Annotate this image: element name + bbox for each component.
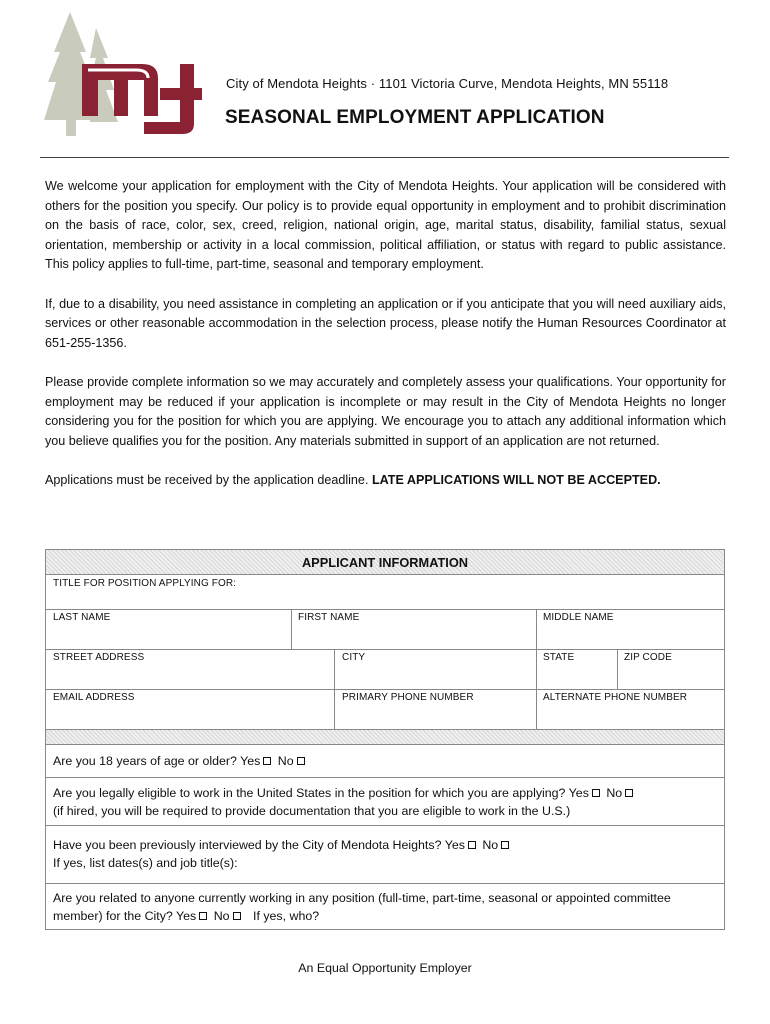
related-no-checkbox[interactable]	[233, 912, 241, 920]
no-label: No	[606, 786, 623, 800]
intro-paragraph-1: We welcome your application for employment with the City of Mendota Heights. Your application will be considered with others for the position you specify. Our policy is to provide equal opportunity in employment and to prohibit discrimination on the basis of race, color, sex, creed, religion, national origin, age, marital status, disability, familial status, sexual orientation, membership or activity in a local commission, political affiliation, or status with regard to public assistance. This policy applies to full-time, part-time, seasonal and temporary employment.	[45, 179, 726, 272]
divider	[291, 609, 292, 649]
alternate-phone-field[interactable]: ALTERNATE PHONE NUMBER	[543, 692, 688, 703]
intro-paragraph-4	[45, 471, 726, 491]
page-title: SEASONAL EMPLOYMENT APPLICATION	[225, 107, 605, 128]
question-note: (if hired, you will be required to provide documentation that you are eligible to work in the U.S.)	[53, 803, 571, 818]
yes-label: Yes	[240, 754, 261, 768]
age-yes-checkbox[interactable]	[263, 757, 271, 765]
eligible-no-checkbox[interactable]	[625, 789, 633, 797]
divider	[536, 609, 537, 649]
primary-phone-field[interactable]: PRIMARY PHONE NUMBER	[342, 692, 474, 703]
state-field[interactable]: STATE	[543, 652, 575, 663]
no-label: No	[277, 754, 294, 768]
middle-name-field[interactable]: MIDDLE NAME	[543, 612, 614, 623]
question-text: Are you legally eligible to work in the United States in the position for which you are applying?	[53, 786, 566, 800]
header-divider	[40, 157, 729, 158]
divider	[46, 883, 724, 884]
late-warning: LATE APPLICATIONS WILL NOT BE ACCEPTED.	[371, 472, 661, 487]
no-label: No	[482, 838, 499, 852]
question-text: Have you been previously interviewed by the City of Mendota Heights?	[53, 838, 442, 852]
divider	[46, 825, 724, 826]
interviewed-yes-checkbox[interactable]	[468, 841, 476, 849]
interviewed-no-checkbox[interactable]	[501, 841, 509, 849]
intro-paragraph-3: Please provide complete information so we may accurately and completely assess your qualifications. Your opportunity for employment may be reduced if your application is incomplete or may result in the City of Mendota Heights no longer considering you for the position for which you are applying. We encourage you to attach any additional information which you believe qualifies you for the position. Any materials submitted in support of an application are not returned.	[45, 374, 726, 448]
question-related	[53, 890, 671, 925]
yes-label: Yes	[444, 838, 465, 852]
city-logo-trees-mh-icon	[40, 12, 205, 142]
divider	[617, 649, 618, 689]
question-note: If yes, who?	[253, 908, 320, 923]
intro-paragraph-2: If, due to a disability, you need assistance in completing an application or if you anticipate that you will need auxiliary aids, services or other reasonable accommodation in the selection process, please notify the Human Resources Coordinator at 651-255-1356.	[45, 296, 726, 350]
zip-code-field[interactable]: ZIP CODE	[624, 652, 672, 663]
question-age	[53, 753, 308, 771]
no-label: No	[213, 908, 230, 923]
question-interviewed	[53, 837, 512, 872]
divider	[46, 609, 724, 610]
intro-text	[45, 177, 726, 510]
email-field[interactable]: EMAIL ADDRESS	[53, 692, 135, 703]
city-field[interactable]: CITY	[342, 652, 366, 663]
applicant-information-form	[45, 549, 725, 930]
question-text: Are you 18 years of age or older?	[53, 754, 237, 768]
related-yes-checkbox[interactable]	[199, 912, 207, 920]
city-logo	[40, 12, 205, 142]
section-title: APPLICANT INFORMATION	[46, 550, 724, 575]
question-note: If yes, list dates(s) and job title(s):	[53, 855, 238, 870]
deadline-text: Applications must be received by the application deadline.	[45, 472, 372, 487]
divider	[46, 649, 724, 650]
yes-label: Yes	[176, 908, 197, 923]
first-name-field[interactable]: FIRST NAME	[298, 612, 360, 623]
street-address-field[interactable]: STREET ADDRESS	[53, 652, 145, 663]
footer-text: An Equal Opportunity Employer	[298, 961, 472, 975]
question-eligibility	[53, 785, 636, 820]
divider	[46, 689, 724, 690]
question-text: Are you related to anyone currently working in any position (full-time, part-time, seasonal or appointed committee	[53, 891, 671, 905]
position-field[interactable]: TITLE FOR POSITION APPLYING FOR:	[53, 578, 237, 589]
age-no-checkbox[interactable]	[297, 757, 305, 765]
yes-label: Yes	[568, 786, 589, 800]
eligible-yes-checkbox[interactable]	[592, 789, 600, 797]
header-address: City of Mendota Heights · 1101 Victoria Curve, Mendota Heights, MN 55118	[226, 76, 669, 91]
section-band	[46, 730, 724, 745]
divider	[46, 777, 724, 778]
question-text-cont: member) for the City?	[53, 908, 173, 923]
last-name-field[interactable]: LAST NAME	[53, 612, 111, 623]
